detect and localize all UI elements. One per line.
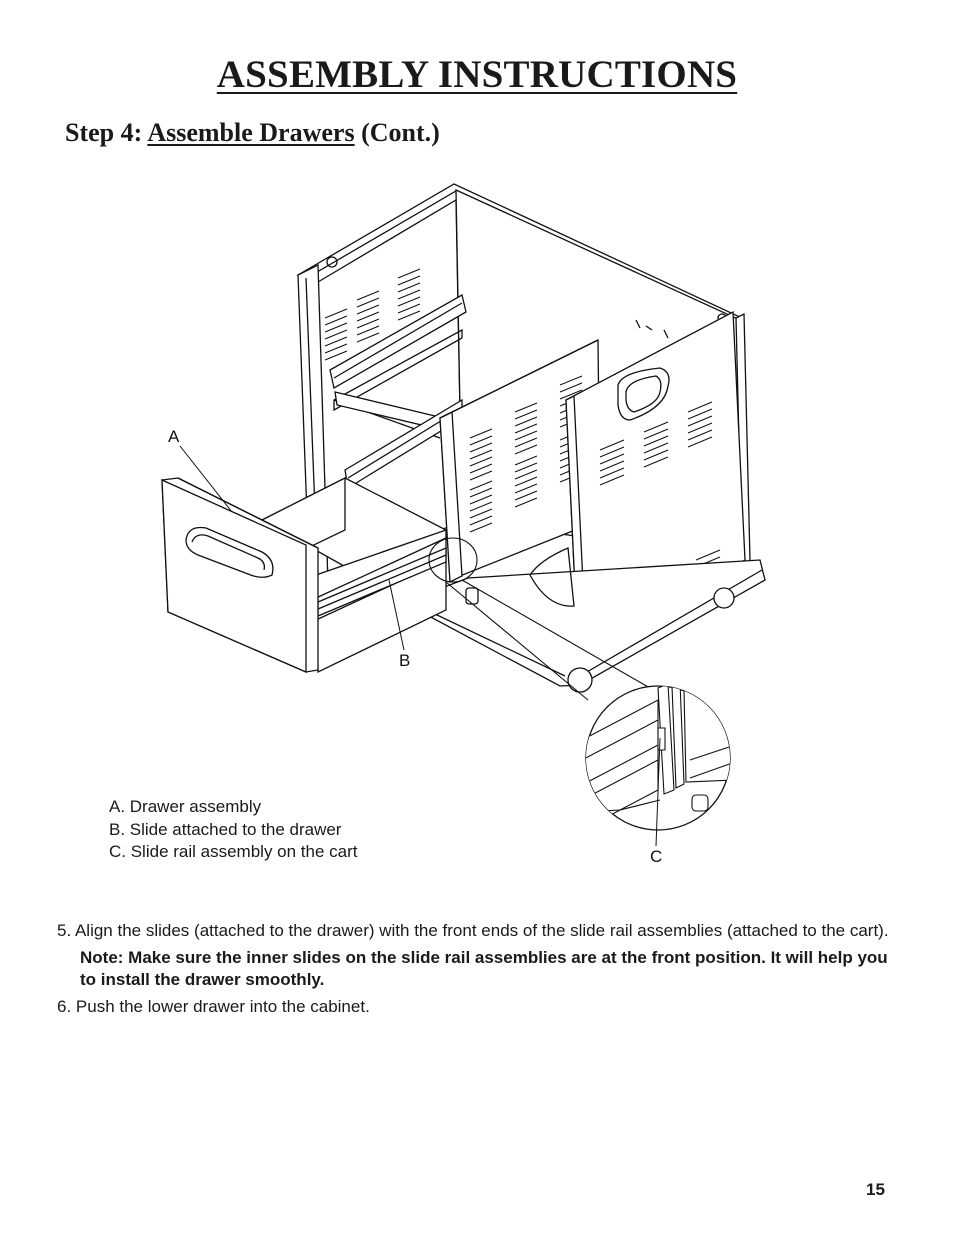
callout-a: A — [168, 427, 180, 446]
callout-b: B — [399, 651, 411, 670]
legend-item: C. Slide rail assembly on the cart — [109, 842, 358, 861]
step-suffix: (Cont.) — [354, 118, 440, 147]
step-name: Assemble Drawers — [147, 118, 355, 147]
step-heading — [65, 118, 440, 148]
instruction-step-6: 6. Push the lower drawer into the cabinet. — [57, 997, 370, 1016]
parts-legend — [109, 796, 358, 864]
drawer-assembly-diagram — [0, 170, 954, 900]
instruction-note: Note: Make sure the inner slides on the slide rail assemblies are at the front position. It will help you to install the drawer smoothly. — [80, 948, 888, 989]
instruction-step-5: 5. Align the slides (attached to the drawer) with the front ends of the slide rail assemblies (attached to the cart). — [57, 921, 889, 940]
callout-c: C — [650, 847, 663, 866]
step-prefix: Step 4: — [65, 118, 148, 147]
page-number: 15 — [866, 1180, 885, 1199]
instructions — [57, 920, 897, 1018]
page-title: ASSEMBLY INSTRUCTIONS — [216, 53, 738, 96]
legend-item: B. Slide attached to the drawer — [109, 819, 342, 839]
legend-item: A. Drawer assembly — [109, 797, 262, 816]
